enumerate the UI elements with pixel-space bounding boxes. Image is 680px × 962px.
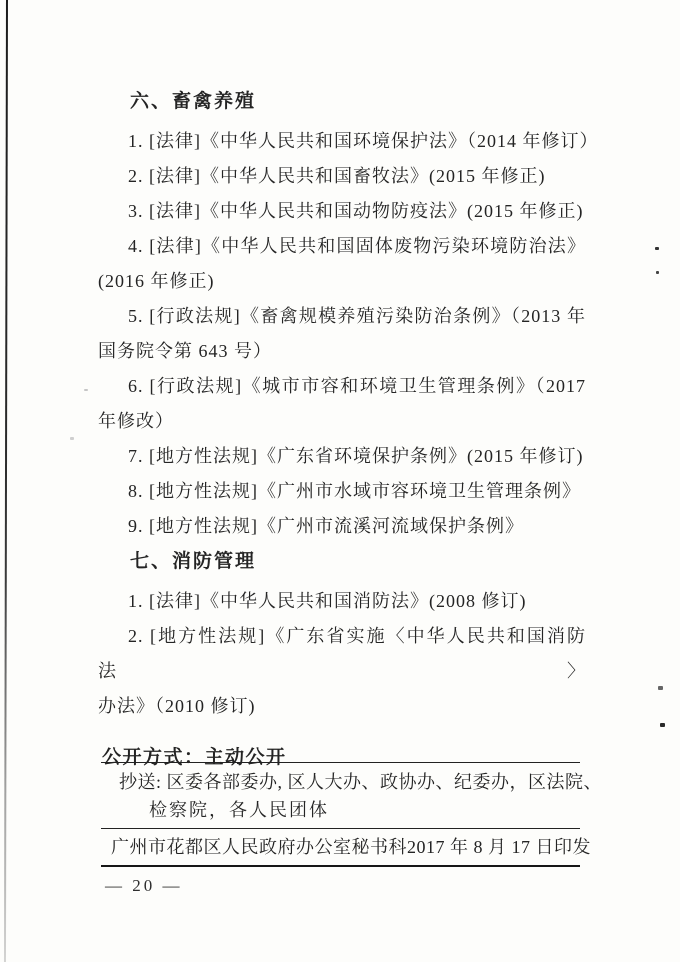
- law-item-6-1: 1. [法律]《中华人民共和国环境保护法》（2014 年修订）: [128, 131, 599, 151]
- law-item-6-5-line1: 5. [行政法规]《畜禽规模养殖污染防治条例》（2013 年: [128, 306, 586, 326]
- issuing-office: 广州市花都区人民政府办公室秘书科: [111, 837, 407, 857]
- law-item-6-6-line2: 年修改）: [98, 411, 174, 431]
- scan-edge-artifact: [4, 0, 8, 962]
- copy-to-line-1: 抄送: 区委各部委办, 区人大办、政协办、纪委办，区法院、: [119, 772, 602, 792]
- section-6-heading: 六、畜禽养殖: [130, 91, 257, 112]
- issuer-row: [101, 829, 591, 867]
- law-item-6-8: 8. [地方性法规]《广州市水域市容环境卫生管理条例》: [128, 481, 581, 501]
- law-item-6-3: 3. [法律]《中华人民共和国动物防疫法》(2015 年修正): [128, 201, 584, 221]
- scan-speck: [660, 723, 665, 727]
- disclosure-method: 公开方式：主动公开: [102, 747, 287, 768]
- scan-speck: [656, 271, 659, 274]
- law-item-6-5-line2: 国务院令第 643 号）: [98, 341, 272, 361]
- law-item-6-4-line1: 4. [法律]《中华人民共和国固体废物污染环境防治法》: [128, 236, 586, 256]
- copy-to-block: [101, 762, 602, 829]
- law-item-6-2: 2. [法律]《中华人民共和国畜牧法》(2015 年修正): [128, 166, 546, 186]
- copy-to-line-2: 检察院，各人民团体: [149, 800, 329, 820]
- law-item-6-4-line2: (2016 年修正): [98, 271, 215, 291]
- scan-speck: [658, 686, 663, 690]
- document-footer: [101, 762, 602, 896]
- law-item-7-1: 1. [法律]《中华人民共和国消防法》(2008 修订): [128, 591, 527, 611]
- page-number: — 20 —: [105, 876, 183, 895]
- law-item-6-7: 7. [地方性法规]《广东省环境保护条例》(2015 年修订): [128, 446, 584, 466]
- law-item-7-2-line2: 办法》（2010 修订): [98, 696, 256, 716]
- scan-speck: [655, 247, 659, 250]
- print-date: 2017 年 8 月 17 日印发: [407, 837, 591, 857]
- law-item-6-9: 9. [地方性法规]《广州市流溪河流域保护条例》: [128, 516, 524, 536]
- document-body: [98, 84, 599, 780]
- law-item-7-2-line1: 2. [地方性法规]《广东省实施〈中华人民共和国消防法〉: [98, 626, 586, 681]
- scan-speck: [70, 437, 74, 440]
- law-item-6-6-line1: 6. [行政法规]《城市市容和环境卫生管理条例》（2017: [128, 376, 586, 396]
- scan-speck: [84, 389, 88, 391]
- section-7-heading: 七、消防管理: [130, 551, 257, 572]
